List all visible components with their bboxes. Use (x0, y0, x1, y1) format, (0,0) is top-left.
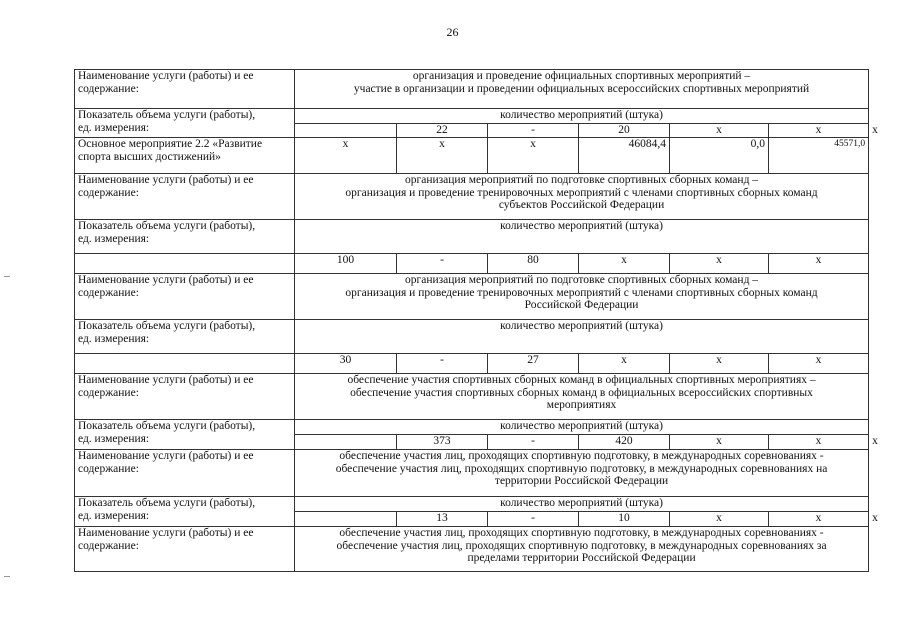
indicator-values-row: 373 - 420 х х х (75, 435, 869, 450)
description-line: субъектов Российской Федерации (498, 199, 665, 211)
value-cell: - (488, 512, 579, 527)
empty-label-cell (75, 254, 295, 274)
indicator-row (75, 320, 869, 354)
service-row (75, 527, 869, 572)
empty-cell (295, 435, 397, 450)
description-line: организация и проведение официальных спортивных мероприятий – (412, 70, 751, 82)
value-cell: х (397, 138, 488, 174)
value-cell: 420 (579, 435, 670, 450)
value-cell: 22 (397, 124, 488, 138)
label-line: спорта высших достижений» (78, 150, 221, 163)
label-line: Наименование услуги (работы) и ее (78, 450, 254, 462)
value-cell: 30 (295, 354, 397, 374)
description-line: организация и проведение тренировочных мероприятий с членами спортивных сборных команд (345, 286, 818, 299)
service-description (295, 374, 869, 420)
row-label (75, 374, 295, 420)
service-row (75, 374, 869, 420)
row-label (75, 138, 295, 174)
description-line: обеспечение участия лиц, проходящих спортивную подготовку, в международных соревнованиях на (335, 462, 828, 475)
label-line: Наименование услуги (работы) и ее (78, 374, 254, 386)
row-label (75, 320, 295, 354)
margin-mark (4, 276, 10, 277)
value-cell: х (579, 354, 670, 374)
row-label (75, 527, 295, 572)
label-line: Показатель объема услуги (работы), (78, 220, 256, 232)
row-label (75, 450, 295, 497)
empty-cell (295, 512, 397, 527)
value-cell: х (670, 124, 769, 138)
row-label (75, 420, 295, 450)
service-description (295, 274, 869, 320)
value-cell: - (397, 254, 488, 274)
description-line: обеспечение участия спортивных сборных команд в официальных всероссийских спортивных (350, 386, 813, 399)
description-line: Российской Федерации (524, 299, 639, 311)
label-line: Наименование услуги (работы) и ее (78, 274, 254, 286)
indicator-heading: количество мероприятий (штука) (295, 109, 869, 124)
indicator-row (75, 497, 869, 512)
label-line: Показатель объема услуги (работы), (78, 320, 256, 332)
value-cell: х (488, 138, 579, 174)
value-cell: х (670, 512, 769, 527)
row-label (75, 274, 295, 320)
description-line: обеспечение участия лиц, проходящих спортивную подготовку, в международных соревнованиях за (336, 539, 827, 552)
label-line: Наименование услуги (работы) и ее (78, 70, 254, 82)
label-line: ед. измерения: (78, 121, 150, 134)
label-line: Наименование услуги (работы) и ее (78, 174, 254, 186)
service-row (75, 70, 869, 109)
value-cell: 80 (488, 254, 579, 274)
service-row (75, 274, 869, 320)
value-cell: х (769, 435, 869, 450)
value-cell: х (579, 254, 670, 274)
empty-label-cell (75, 354, 295, 374)
label-line: содержание: (78, 82, 139, 95)
margin-mark (4, 576, 10, 577)
indicator-row (75, 420, 869, 435)
value-cell: х (670, 354, 769, 374)
label-line: Основное мероприятие 2.2 «Развитие (78, 138, 263, 150)
indicator-heading: количество мероприятий (штука) (295, 420, 869, 435)
service-description (295, 450, 869, 497)
service-description (295, 70, 869, 109)
event-row (75, 138, 869, 174)
label-line: ед. измерения: (78, 332, 150, 345)
label-line: Показатель объема услуги (работы), (78, 109, 256, 121)
label-line: ед. измерения: (78, 432, 150, 445)
value-cell: х (670, 254, 769, 274)
indicator-values-row: 13 - 10 х х х (75, 512, 869, 527)
value-cell: х (670, 435, 769, 450)
value-cell: 45571,0 (769, 138, 869, 174)
value-cell: х (769, 354, 869, 374)
label-line: Показатель объема услуги (работы), (78, 497, 256, 509)
label-line: Наименование услуги (работы) и ее (78, 527, 254, 539)
value-cell: х (769, 124, 869, 138)
description-line: участие в организации и проведении официальных всероссийских спортивных мероприятий (353, 82, 810, 95)
value-cell: - (488, 435, 579, 450)
value-cell: 13 (397, 512, 488, 527)
value-cell: х (295, 138, 397, 174)
indicator-row (75, 109, 869, 124)
service-row (75, 174, 869, 220)
indicator-row (75, 220, 869, 254)
label-line: ед. измерения: (78, 509, 150, 522)
row-label (75, 174, 295, 220)
label-line: Показатель объема услуги (работы), (78, 420, 256, 432)
row-label (75, 109, 295, 138)
value-cell: - (488, 124, 579, 138)
service-row (75, 450, 869, 497)
description-line: организация и проведение тренировочных мероприятий с членами спортивных сборных команд (345, 186, 818, 199)
label-line: содержание: (78, 286, 139, 299)
description-line: мероприятиях (546, 399, 617, 411)
value-cell: 100 (295, 254, 397, 274)
value-cell: х (769, 254, 869, 274)
value-cell: х (769, 512, 869, 527)
value-cell: 10 (579, 512, 670, 527)
label-line: содержание: (78, 539, 139, 552)
empty-cell (295, 124, 397, 138)
row-label (75, 70, 295, 109)
description-line: организация мероприятий по подготовке спортивных сборных команд – (405, 274, 759, 286)
row-label (75, 497, 295, 527)
indicator-heading: количество мероприятий (штука) (295, 497, 869, 512)
row-label (75, 220, 295, 254)
value-cell: 46084,4 (579, 138, 670, 174)
label-line: ед. измерения: (78, 232, 150, 245)
indicator-values-row: 22 - 20 х х х (75, 124, 869, 138)
description-line: обеспечение участия лиц, проходящих спортивную подготовку, в международных соревнованиях - (339, 450, 824, 462)
indicator-heading: количество мероприятий (штука) (295, 320, 869, 354)
indicator-values-row (75, 354, 869, 374)
services-table (74, 69, 878, 572)
label-line: содержание: (78, 386, 139, 399)
page-number: 26 (446, 25, 459, 39)
service-description (295, 174, 869, 220)
label-line: содержание: (78, 462, 139, 475)
description-line: территории Российской Федерации (494, 475, 669, 487)
indicator-values-row (75, 254, 869, 274)
value-cell: 373 (397, 435, 488, 450)
value-cell: - (397, 354, 488, 374)
label-line: содержание: (78, 186, 139, 199)
description-line: организация мероприятий по подготовке спортивных сборных команд – (405, 174, 759, 186)
description-line: обеспечение участия лиц, проходящих спортивную подготовку, в международных соревнованиях - (339, 527, 824, 539)
description-line: пределами территории Российской Федерации (467, 552, 696, 564)
value-cell: 0,0 (670, 138, 769, 174)
service-description (295, 527, 869, 572)
description-line: обеспечение участия спортивных сборных команд в официальных спортивных мероприятиях – (347, 374, 816, 386)
indicator-heading: количество мероприятий (штука) (295, 220, 869, 254)
value-cell: 27 (488, 354, 579, 374)
value-cell: 20 (579, 124, 670, 138)
